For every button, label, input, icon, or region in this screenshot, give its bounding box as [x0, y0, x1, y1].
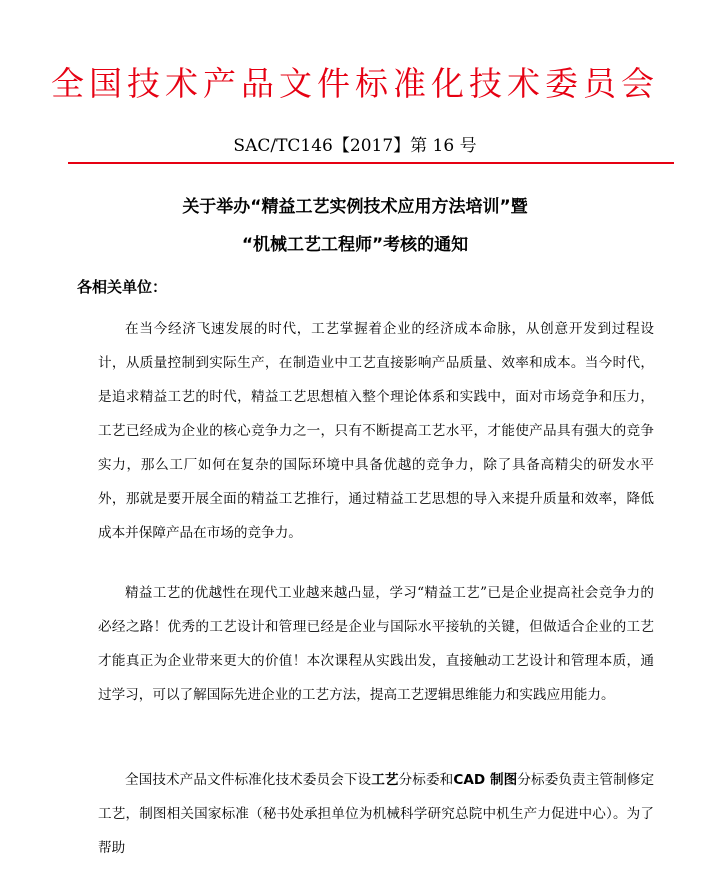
paragraph-3-text-c: 分标委负责主管制修定工艺，制图相关国家标准（秘书处承担单位为机械科学研究总院中机生产力促进中心）。为了帮助 — [98, 772, 655, 856]
paragraph-3-text-b: 分标委和 — [398, 772, 454, 788]
paragraph-3-text-a: 全国技术产品文件标准化技术委员会下设 — [125, 772, 372, 788]
issuing-organization-title: 全国技术产品文件标准化技术委员会 — [51, 64, 659, 103]
paragraph-3-bold-cad-drawing: CAD 制图 — [453, 772, 518, 788]
notice-title-line-2: “机械工艺工程师”考核的通知 — [241, 235, 469, 255]
paragraph-3-bold-process: 工艺 — [371, 772, 399, 788]
notice-title-line-1: 关于举办“精益工艺实例技术应用方法培训”暨 — [182, 197, 528, 217]
body-paragraph-1: 在当今经济飞速发展的时代，工艺掌握着企业的经济成本命脉，从创意开发到过程设计，从质量控制到实际生产，在制造业中工艺直接影响产品质量、效率和成本。当今时代，是追求精益工艺的时代，精益工艺思想植入整个理论体系和实践中，面对市场竞争和压力，工艺已经成为企业的核心竞争力之一，只有不断提高工艺水平，才能使产品具有强大的竞争实力，那么工厂如何在复杂的国际环境中具备优越的竞争力，除了具备高精尖的研发水平外，那就是要开展全面的精益工艺推行，通过精益工艺思想的导入来提升质量和效率，降低成本并保障产品在市场的竞争力。 — [98, 321, 654, 541]
salutation: 各相关单位： — [77, 278, 168, 296]
body-paragraph-3 — [98, 763, 654, 865]
red-divider-line — [68, 162, 674, 164]
body-paragraph-2: 精益工艺的优越性在现代工业越来越凸显，学习“精益工艺”已是企业提高社会竞争力的必经之路！优秀的工艺设计和管理已经是企业与国际水平接轨的关键，但做适合企业的工艺才能真正为企业带来更大的价值！本次课程从实践出发，直接触动工艺设计和管理本质，通过学习，可以了解国际先进企业的工艺方法，提高工艺逻辑思维能力和实践应用能力。 — [98, 585, 654, 703]
document-number: SAC/TC146【2017】第 16 号 — [233, 136, 477, 156]
